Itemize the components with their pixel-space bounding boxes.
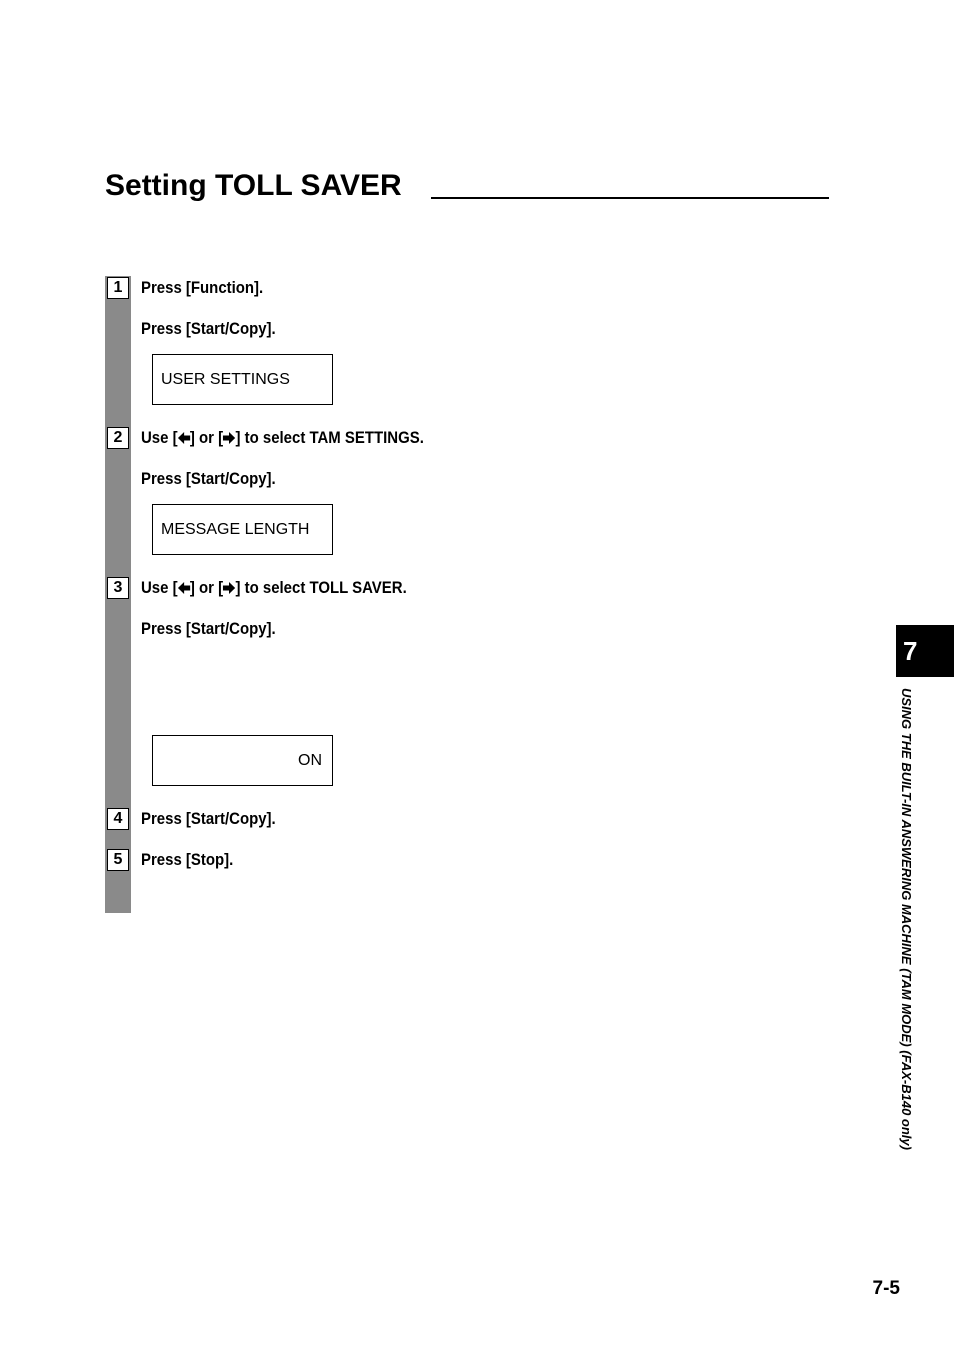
step-4-instruction: Press [Start/Copy]. bbox=[141, 809, 276, 828]
step-number-1: 1 bbox=[107, 277, 129, 299]
step-3-instruction bbox=[141, 577, 407, 599]
step-2-instruction-2: Press [Start/Copy]. bbox=[141, 469, 276, 488]
instr-text: ] to select TAM SETTINGS. bbox=[235, 428, 424, 447]
page-number: 7-5 bbox=[872, 1278, 900, 1299]
step-1-instruction-2: Press [Start/Copy]. bbox=[141, 319, 276, 338]
right-arrow-icon bbox=[223, 581, 235, 595]
right-arrow-icon bbox=[223, 431, 235, 445]
chapter-side-label: USING THE BUILT-IN ANSWERING MACHINE (TAM MODE) (FAX-B140 only) bbox=[899, 688, 914, 1150]
step-number-4: 4 bbox=[107, 808, 129, 830]
step-3-instruction-2: Press [Start/Copy]. bbox=[141, 619, 276, 638]
step-number-2: 2 bbox=[107, 427, 129, 449]
lcd-display-toll-saver bbox=[152, 735, 333, 786]
page-title: Setting TOLL SAVER bbox=[105, 169, 402, 202]
lcd-display-message-length bbox=[152, 504, 333, 555]
title-underline bbox=[431, 197, 829, 199]
lcd-text: MESSAGE LENGTH bbox=[161, 521, 310, 538]
instr-text: Use [ bbox=[141, 578, 178, 597]
lcd-text: ON bbox=[298, 752, 322, 769]
left-arrow-icon bbox=[178, 581, 190, 595]
step-2-instruction bbox=[141, 427, 424, 449]
step-number-3: 3 bbox=[107, 577, 129, 599]
instr-text: ] or [ bbox=[189, 578, 224, 597]
instr-text: ] or [ bbox=[189, 428, 224, 447]
step-1-instruction: Press [Function]. bbox=[141, 278, 264, 297]
instr-text: ] to select TOLL SAVER. bbox=[235, 578, 407, 597]
chapter-tab: 7 bbox=[896, 625, 954, 677]
left-arrow-icon bbox=[178, 431, 190, 445]
instr-text: Use [ bbox=[141, 428, 178, 447]
step-number-5: 5 bbox=[107, 849, 129, 871]
lcd-display-user-settings bbox=[152, 354, 333, 405]
step-5-instruction: Press [Stop]. bbox=[141, 850, 234, 869]
lcd-text: USER SETTINGS bbox=[161, 371, 290, 388]
